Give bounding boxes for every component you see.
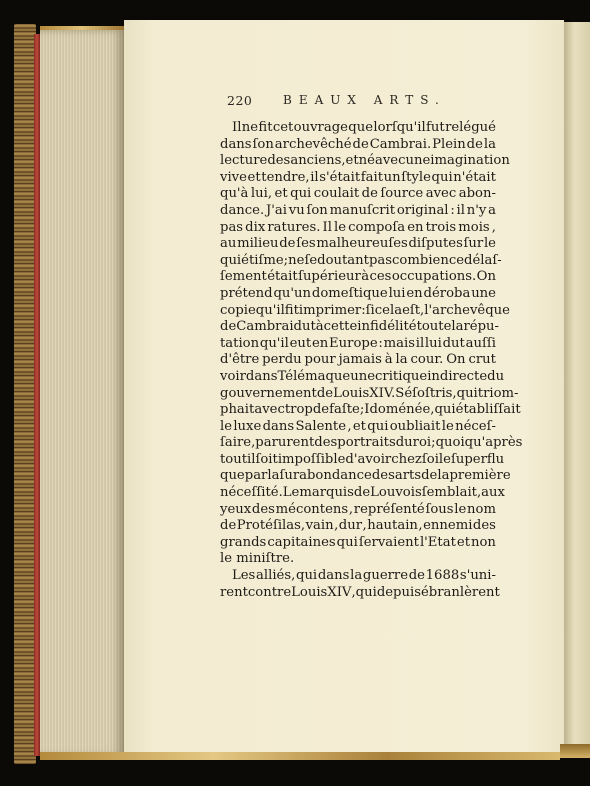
text-line: le miniſtre. [220, 551, 295, 567]
text-line: ſaire, parurent des portraits du roi ; quoiqu'après [220, 435, 523, 451]
text-line: Il ne fit cet ouvrage que lorſqu'il fut relégué [232, 120, 496, 135]
book-binding-edge [14, 24, 36, 764]
text-line: tout il ſoit impoſſible d'avoir chez ſoi le ſuperflu [220, 451, 505, 467]
text-line: tation qu'il eut en Europe : mais il lui dut auſſi [220, 335, 496, 351]
text-line: que par la ſurabondance des arts de la première [220, 468, 511, 484]
text-line: phait avec trop de faſte ; Idoménée, qui établiſſait [220, 402, 521, 418]
facing-gilt-edge [560, 744, 590, 758]
text-line: gouvernement de Louis XIV. Séſoſtris, qui triom- [220, 385, 519, 401]
running-title: BEAUX ARTS. [283, 93, 446, 107]
text-line: au milieu de ſes malheureuſes diſputes ſur le [220, 236, 496, 252]
page-number: 220 [227, 93, 253, 108]
text-line: pas dix ratures. Il le compoſa en trois mois , [220, 219, 496, 235]
text-line: de Cambrai dut à cette infidélité toute la répu- [220, 319, 499, 335]
text-line: dans ſon archevêché de Cambrai. Plein de la [220, 136, 496, 152]
text-line: le luxe dans Salente , et qui oubliait le néceſ- [220, 418, 496, 434]
text-line: néceſſité. Le marquis de Louvois ſemblait, aux [220, 485, 505, 501]
text-line: dance. J'ai vu ſon manuſcrit original : il n'y a [220, 202, 496, 218]
text-line: copie qu'il fit imprimer : ſi cela eſt, l'archevêque [220, 302, 510, 318]
text-line: ſement était ſupérieur à ces occupations. On [220, 269, 496, 285]
text-line: voir dans Télémaque une critique indirecte du [220, 368, 505, 384]
text-line: Les alliés, qui dans la guerre de 1688 s'uni- [232, 568, 496, 584]
text-line: qu'à lui, et qui coulait de ſource avec abon- [220, 186, 496, 202]
running-header [227, 93, 467, 113]
text-line: yeux des mécontens , repréſenté ſous le nom [220, 501, 496, 517]
text-line: quiétiſme ; ne ſe doutant pas combien ce délaſ- [220, 252, 502, 268]
text-line: vive et tendre, il s'était fait un ſtyle qui n'était [220, 169, 496, 185]
text-line: d'être perdu pour jamais à la cour. On crut [220, 352, 496, 368]
gilt-bottom-edge [40, 752, 560, 760]
text-line: prétend qu'un domeſtique lui en déroba une [220, 285, 496, 301]
facing-page-edge [564, 22, 590, 752]
text-line: lecture des anciens, et né avec une imagination [220, 153, 510, 169]
text-line: de Protéſilas, vain , dur , hautain , ennemi des [220, 518, 496, 534]
text-line: grands capitaines qui ſervaient l'Etat et non [220, 534, 496, 550]
body-text [220, 120, 523, 601]
text-line: rent contre Louis XIV , qui depuis ébranlèrent [220, 584, 500, 600]
stacked-page-edges [40, 30, 124, 756]
